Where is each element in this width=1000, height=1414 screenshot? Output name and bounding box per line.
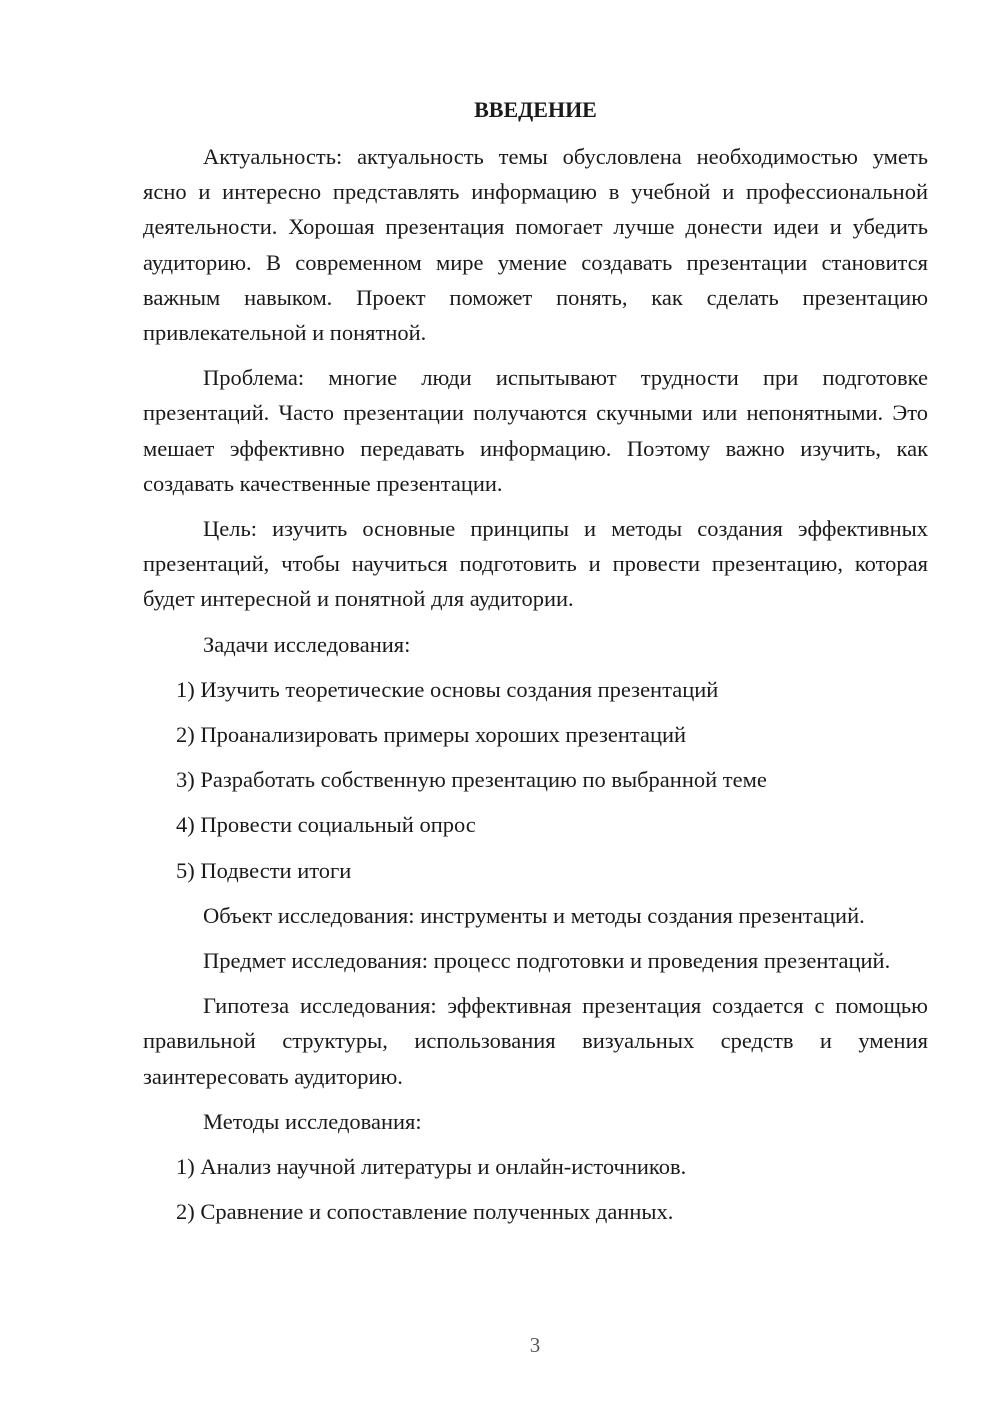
methods-heading: Методы исследования: <box>203 1108 422 1134</box>
problem-paragraph: Проблема: многие люди испытывают трудности при подготовке презентаций. Часто презентации получаются скучными или непонятными. Это мешает эффективно передавать информацию. Поэтому важно изучить, как создавать качественные презентации. <box>143 365 928 496</box>
list-item: 2) Сравнение и сопоставление полученных данных. <box>176 1199 674 1225</box>
tasks-heading: Задачи исследования: <box>203 631 411 657</box>
hypothesis-paragraph: Гипотеза исследования: эффективная презентация создается с помощью правильной структуры, использования визуальных средств и умения заинтересовать аудиторию. <box>143 993 928 1089</box>
methods-list <box>143 1149 928 1229</box>
list-item: 2) Проанализировать примеры хороших презентаций <box>176 722 687 748</box>
list-item: 5) Подвести итоги <box>176 857 352 883</box>
list-item: 3) Разработать собственную презентацию по выбранной теме <box>176 767 767 793</box>
document-page <box>143 95 928 1239</box>
list-item: 4) Провести социальный опрос <box>176 812 476 838</box>
page-number: 3 <box>529 1333 541 1357</box>
object-paragraph: Объект исследования: инструменты и методы создания презентаций. <box>203 902 865 928</box>
list-item: 1) Изучить теоретические основы создания презентаций <box>176 676 719 702</box>
subject-paragraph: Предмет исследования: процесс подготовки и проведения презентаций. <box>203 948 891 974</box>
goal-paragraph: Цель: изучить основные принципы и методы создания эффективных презентаций, чтобы научиться подготовить и провести презентацию, которая будет интересной и понятной для аудитории. <box>143 516 928 612</box>
page-title: ВВЕДЕНИЕ <box>474 97 597 122</box>
tasks-list <box>143 672 928 888</box>
relevance-paragraph: Актуальность: актуальность темы обусловлена необходимостью уметь ясно и интересно представлять информацию в учебной и профессиональной деятельности. Хорошая презентация помогает лучше донести идеи и убедить аудиторию. В современном мире умение создавать презентации становится важным навыком. Проект поможет понять, как сделать презентацию привлекательной и понятной. <box>143 144 928 346</box>
list-item: 1) Анализ научной литературы и онлайн-источников. <box>176 1154 687 1180</box>
